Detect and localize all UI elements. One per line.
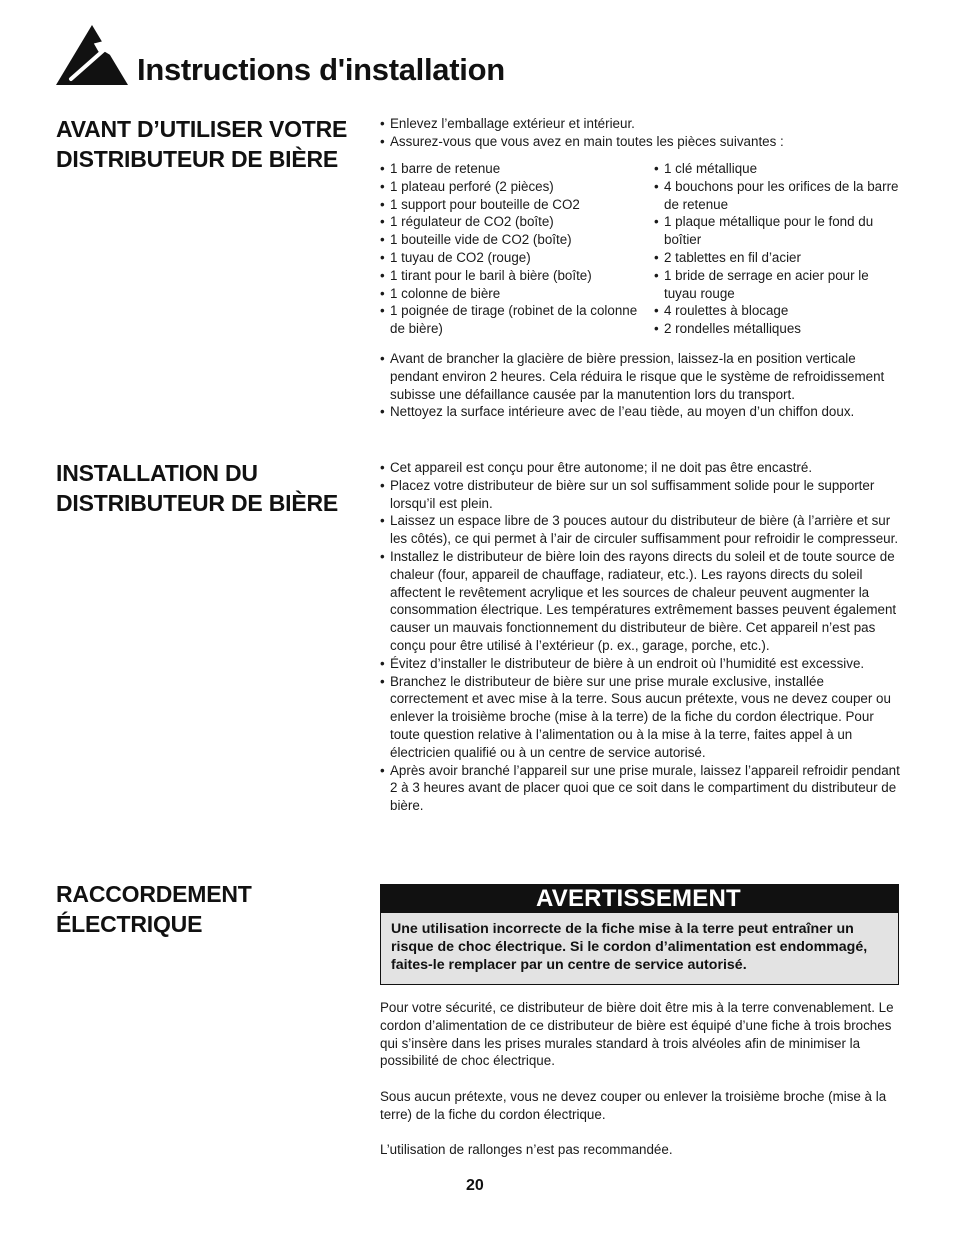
list-item: • 1 plaque métallique pour le fond du boîtier [654,213,904,249]
list-item: • Avant de brancher la glacière de bière pression, laissez-la en position verticale pendant environ 2 heures. Cela réduira le risque que le système de refroidissement subisse une défaillance causée par la manutention lors du transport. [380,350,902,403]
list-item: • Nettoyez la surface intérieure avec de l’eau tiède, au moyen d’un chiffon doux. [380,403,902,421]
list-item: • Après avoir branché l’appareil sur une prise murale, laissez l’appareil refroidir pendant 2 à 3 heures avant de placer quoi que ce soit dans le compartiment du distributeur de bière. [380,762,902,815]
page-number: 20 [466,1177,484,1194]
warning-text: Une utilisation incorrecte de la fiche mise à la terre peut entraîner un risque de choc électrique. Si le cordon d’alimentation est endommagé, faites-le remplacer par un centre de service autorisé. [391,921,868,973]
list-item: • 1 barre de retenue [380,160,640,178]
before-use-intro [380,115,902,151]
parts-list-right [654,160,904,338]
list-item: • 1 tuyau de CO2 (rouge) [380,249,640,267]
section-title-electrical: RACCORDEMENT ÉLECTRIQUE [56,881,252,937]
list-item: • Cet appareil est conçu pour être autonome; il ne doit pas être encastré. [380,459,902,477]
electrical-paragraph: Pour votre sécurité, ce distributeur de bière doit être mis à la terre convenablement. Le cordon d’alimentation de ce distributeur de bière est équipé d’une fiche à trois broches qui s’insère dans les prises murales standard à trois alvéoles afin de minimiser la possibilité de choc électrique. [380,1000,894,1069]
page-header [55,24,915,88]
warning-title: AVERTISSEMENT [381,885,898,913]
list-item: • 1 plateau perforé (2 pièces) [380,178,640,196]
list-item: • Enlevez l’emballage extérieur et intérieur. [380,115,902,133]
page-title: Instructions d'installation [137,52,505,87]
section-title-before-use: AVANT D’UTILISER VOTRE DISTRIBUTEUR DE BIÈRE [56,116,348,172]
list-item: • Branchez le distributeur de bière sur une prise murale exclusive, installée correctement et avec mise à la terre. Sous aucun prétexte, vous ne devez couper ou enlever la troisième broche (mise à la terre) de la fiche du cordon électrique. Pour toute question relative à l’alimentation ou à la mise à la terre, faites appel à un électricien qualifié ou à un centre de service autorisé. [380,673,902,762]
list-item: • 1 bouteille vide de CO2 (boîte) [380,231,640,249]
list-item: • 1 bride de serrage en acier pour le tuyau rouge [654,267,904,303]
list-item: • Évitez d’installer le distributeur de bière à un endroit où l’humidité est excessive. [380,655,902,673]
list-item: • 1 régulateur de CO2 (boîte) [380,213,640,231]
list-item: • 1 clé métallique [654,160,904,178]
electrical-paragraph: L’utilisation de rallonges n’est pas recommandée. [380,1142,673,1157]
hammer-triangle-icon [55,24,129,86]
list-item: • 2 rondelles métalliques [654,320,904,338]
list-item: • Laissez un espace libre de 3 pouces autour du distributeur de bière (à l’arrière et sur les côtés), ce qui permet à l’air de circuler suffisamment pour refroidir le compresseur. [380,512,902,548]
list-item: • 1 poignée de tirage (robinet de la colonne de bière) [380,302,640,338]
electrical-paragraph: Sous aucun prétexte, vous ne devez couper ou enlever la troisième broche (mise à la terre) de la fiche du cordon électrique. [380,1089,887,1122]
parts-list-left [380,160,640,338]
list-item: • Placez votre distributeur de bière sur un sol suffisamment solide pour le supporter lorsqu’il est plein. [380,477,902,513]
list-item: • 2 tablettes en fil d’acier [654,249,904,267]
warning-box [380,884,899,985]
list-item: • 1 tirant pour le baril à bière (boîte) [380,267,640,285]
installation-list [380,459,902,815]
list-item: • Assurez-vous que vous avez en main toutes les pièces suivantes : [380,133,902,151]
list-item: • Installez le distributeur de bière loin des rayons directs du soleil et de toute source de chaleur (four, appareil de chauffage, radiateur, etc.). Les rayons directs du soleil affectent le revêtement acrylique et les sources de chaleur peuvent augmenter la consommation électrique. Les températures extrêmement basses peuvent également causer un mauvais fonctionnement du distributeur de bière. Cet appareil n’est pas conçu pour être utilisé à l’extérieur (p. ex., garage, porche, etc.). [380,548,902,655]
before-use-notes [380,350,902,421]
list-item: • 4 roulettes à blocage [654,302,904,320]
list-item: • 4 bouchons pour les orifices de la barre de retenue [654,178,904,214]
section-title-installation: INSTALLATION DU DISTRIBUTEUR DE BIÈRE [56,460,339,516]
list-item: • 1 support pour bouteille de CO2 [380,196,640,214]
list-item: • 1 colonne de bière [380,285,640,303]
